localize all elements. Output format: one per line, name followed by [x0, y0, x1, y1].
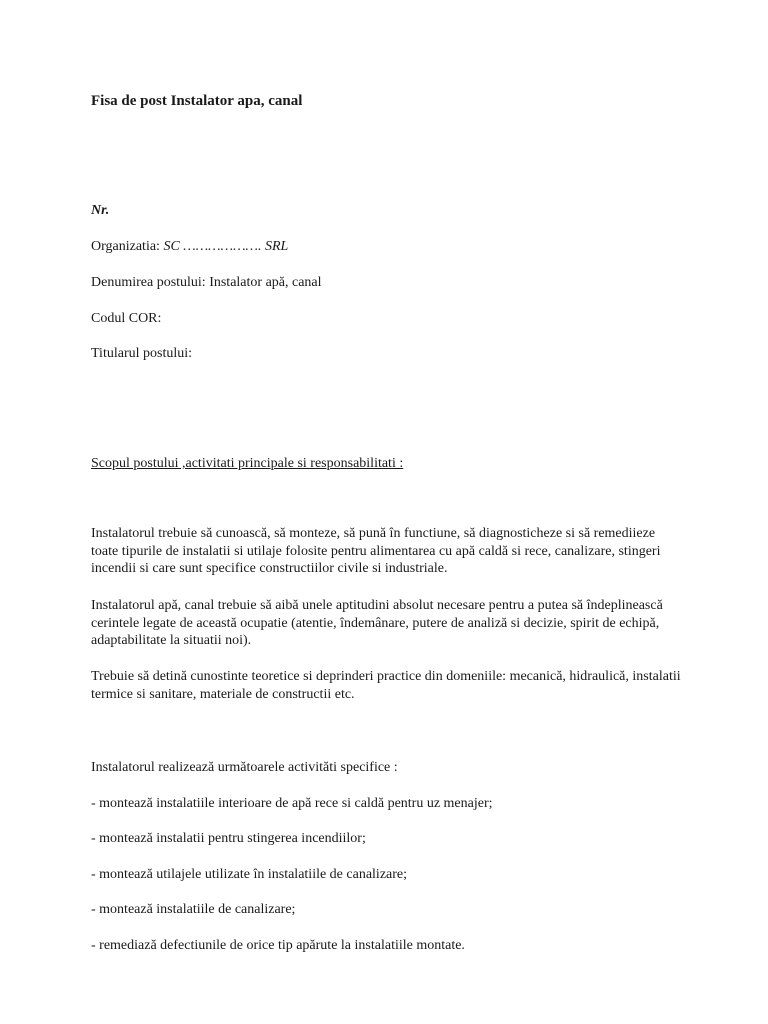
paragraph-3: Trebuie să detină cunostinte teoretice si deprinderi practice din domeniile: mecanică, hidraulică, instalatii termice si sanitare, materiale de constructii etc.: [91, 669, 681, 702]
organizatia-line: [91, 238, 288, 255]
codul-cor: Codul COR:: [91, 311, 162, 326]
activity-item-2: - montează instalatii pentru stingerea incendiilor;: [91, 831, 366, 846]
organizatia-label: Organizatia:: [91, 239, 164, 254]
organizatia-value: SC ………………. SRL: [163, 239, 289, 254]
paragraph-1: Instalatorul trebuie să cunoască, să monteze, să pună în functiune, să diagnosticheze si să remediieze toate tipurile de instalatii si utilaje folosite pentru alimentarea cu apă caldă si rece, canalizare, stingeri incendii si care sunt specifice constructiilor civile si industriale.: [91, 526, 661, 576]
activity-item-5: - remediază defectiunile de orice tip apărute la instalatiile montate.: [91, 938, 465, 953]
titularul-postului: Titularul postului:: [91, 346, 193, 361]
paragraph-2: Instalatorul apă, canal trebuie să aibă unele aptitudini absolut necesare pentru a putea să îndeplinească cerintele legate de această ocupatie (atentie, îndemânare, putere de analiză si decizie, spirit de echipă, adaptabilitate la situatii noi).: [91, 598, 663, 648]
nr-label: Nr.: [91, 203, 110, 218]
activity-item-1: - montează instalatiile interioare de apă rece si caldă pentru uz menajer;: [91, 796, 493, 811]
denumirea-postului: Denumirea postului: Instalator apă, canal: [91, 275, 322, 290]
activity-item-4: - montează instalatiile de canalizare;: [91, 902, 296, 917]
scopul-heading: Scopul postului ,activitati principale si responsabilitati :: [91, 456, 404, 471]
document-title: Fisa de post Instalator apa, canal: [91, 93, 303, 109]
activity-item-3: - montează utilajele utilizate în instalatiile de canalizare;: [91, 867, 408, 882]
activities-intro: Instalatorul realizează următoarele activităti specifice :: [91, 760, 398, 775]
